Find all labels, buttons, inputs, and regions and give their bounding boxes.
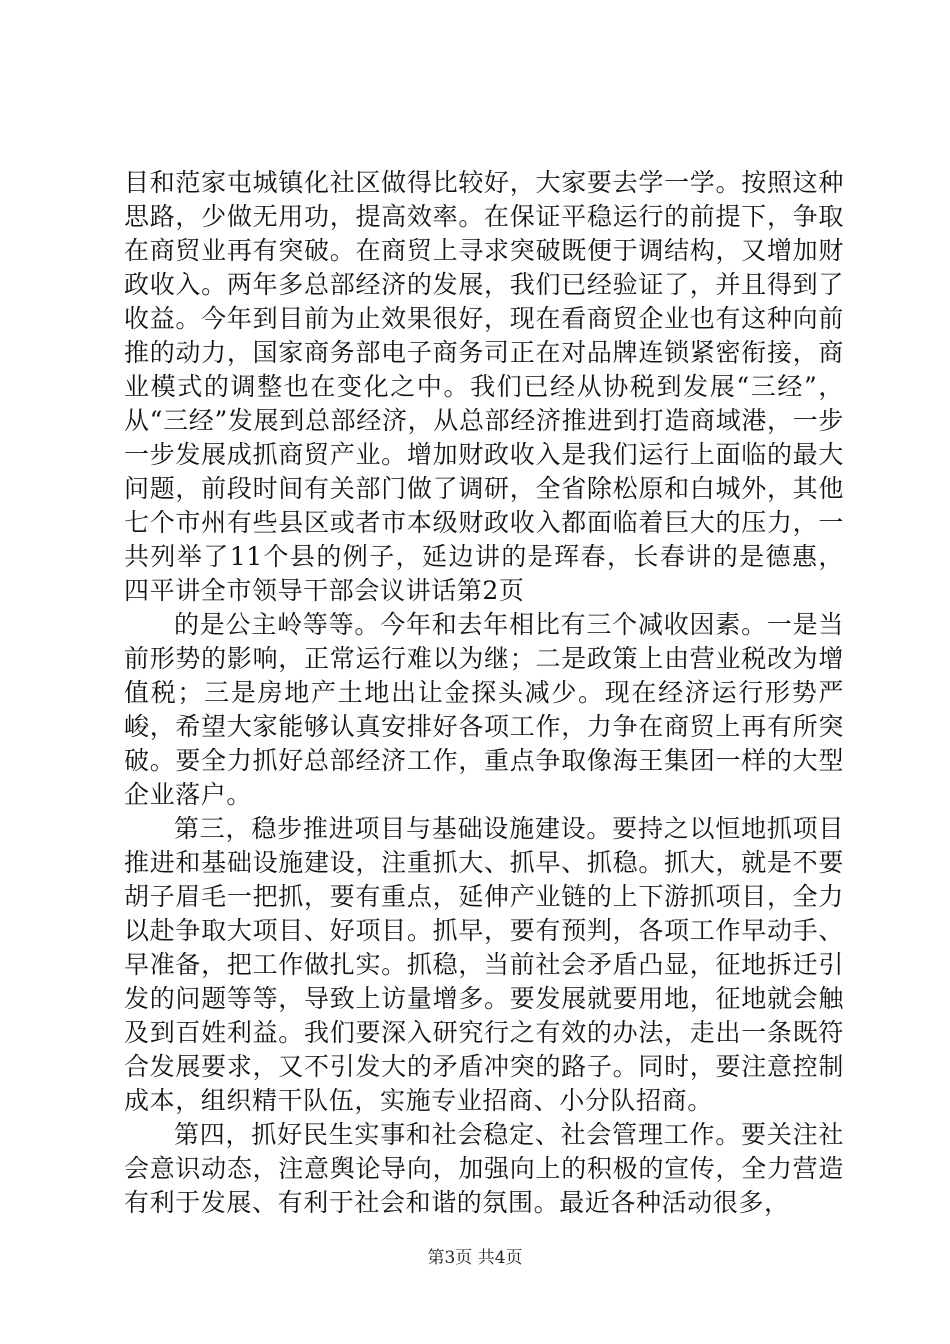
paragraph-2: 的是公主岭等等。今年和去年相比有三个减收因素。一是当前形势的影响，正常运行难以为继；二是政策上由营业税改为增值税；三是房地产土地出让金探头减少。现在经济运行形势严峻，希望大家能够认真安排好各项工作，力争在商贸上再有所突破。要全力抓好总部经济工作，重点争取像海王集团一样的大型企业落户。: [124, 610, 844, 809]
paragraph-3: 第三，稳步推进项目与基础设施建设。要持之以恒地抓项目推进和基础设施建设，注重抓大、抓早、抓稳。抓大，就是不要胡子眉毛一把抓，要有重点，延伸产业链的上下游抓项目，全力以赴争取大项目、好项目。抓早，要有预判，各项工作早动手、早准备，把工作做扎实。抓稳，当前社会矛盾凸显，征地拆迁引发的问题等等，导致上访量增多。要发展就要用地，征地就会触及到百姓利益。我们要深入研究行之有效的办法，走出一条既符合发展要求，又不引发大的矛盾冲突的路子。同时，要注意控制成本，组织精干队伍，实施专业招商、小分队招商。: [124, 814, 844, 1115]
paragraph-1: 目和范家屯城镇化社区做得比较好，大家要去学一学。按照这种思路，少做无用功，提高效率。在保证平稳运行的前提下，争取在商贸业再有突破。在商贸上寻求突破既便于调结构，又增加财政收入。两年多总部经济的发展，我们已经验证了，并且得到了收益。今年到目前为止效果很好，现在看商贸企业也有这种向前推的动力，国家商务部电子商务司正在对品牌连锁紧密衔接，商业模式的调整也在变化之中。我们已经从协税到发展“三经”，从“三经”发展到总部经济，从总部经济推进到打造商域港，一步一步发展成抓商贸产业。增加财政收入是我们运行上面临的最大问题，前段时间有关部门做了调研，全省除松原和白城外，其他七个市州有些县区或者市本级财政收入都面临着巨大的压力，一共列举了11个县的例子，延边讲的是珲春，长春讲的是德惠，四平讲全市领导干部会议讲话第2页: [124, 168, 844, 605]
document-body: [124, 166, 844, 1220]
page-footer: 第3页 共4页: [427, 1248, 523, 1268]
paragraph-4: 第四，抓好民生实事和社会稳定、社会管理工作。要关注社会意识动态，注意舆论导向，加强向上的积极的宣传，全力营造有利于发展、有利于社会和谐的氛围。最近各种活动很多，: [124, 1120, 844, 1217]
